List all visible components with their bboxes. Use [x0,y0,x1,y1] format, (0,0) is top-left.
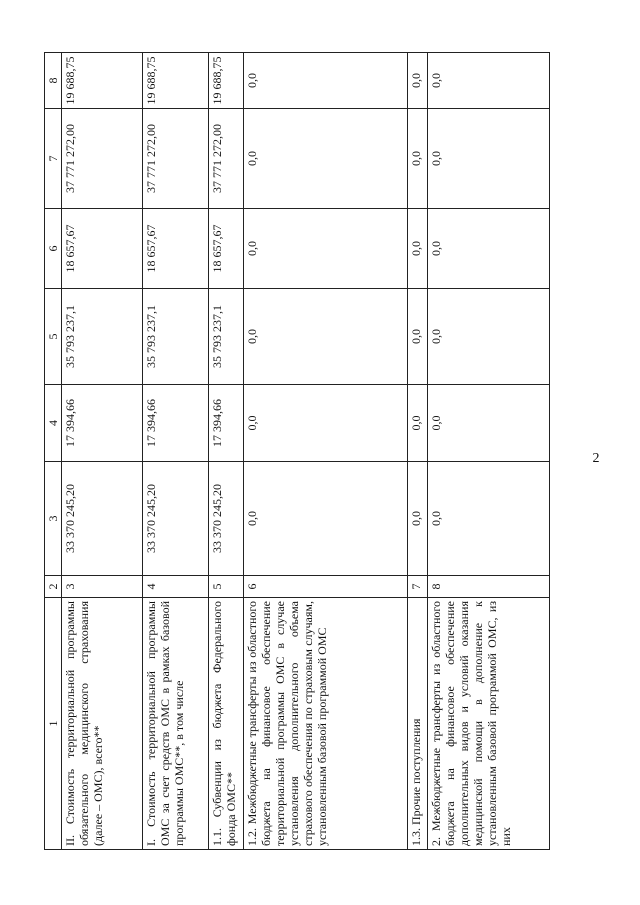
financing-table [44,52,550,850]
cell-value: 0,0 [408,289,428,385]
cell-value: 0,0 [428,109,550,209]
cell-value: 18 657,67 [209,209,244,289]
row-name: I. Стоимость территориальной программы ОМС за счет средств ОМС в рамках базовой программы ОМС**, в том числе [143,598,209,850]
cell-value: 0,0 [244,209,408,289]
cell-value: 0,0 [408,109,428,209]
cell-value: 33 370 245,20 [209,462,244,576]
cell-value: 0,0 [244,385,408,462]
table-row [408,53,428,850]
cell-value: 35 793 237,1 [209,289,244,385]
cell-value: 33 370 245,20 [62,462,143,576]
table-row [244,53,408,850]
row-name: 1.2. Межбюджетные трансферты из областного бюджета на финансовое обеспечение территориальной программы ОМС в случае установления дополнительного объема страхового обеспечения по страховым случаям, установленным базовой программой ОМС [244,598,408,850]
cell-value: 0,0 [408,53,428,109]
cell-value: 0,0 [428,209,550,289]
cell-value: 19 688,75 [62,53,143,109]
cell-value: 17 394,66 [62,385,143,462]
cell-value: 18 657,67 [143,209,209,289]
table-header-row [45,53,62,850]
cell-value: 35 793 237,1 [62,289,143,385]
column-header: 8 [45,53,62,109]
cell-value: 0,0 [244,462,408,576]
cell-value: 0,0 [428,289,550,385]
cell-value: 0,0 [408,385,428,462]
cell-value: 0,0 [428,385,550,462]
column-header: 4 [45,385,62,462]
cell-value: 37 771 272,00 [209,109,244,209]
cell-value: 0,0 [244,289,408,385]
row-code: 7 [408,576,428,598]
column-header: 7 [45,109,62,209]
cell-value: 0,0 [428,462,550,576]
cell-value: 0,0 [244,109,408,209]
table-row [62,53,143,850]
cell-value: 37 771 272,00 [62,109,143,209]
cell-value: 17 394,66 [143,385,209,462]
cell-value: 33 370 245,20 [143,462,209,576]
row-name: 1.3. Прочие поступления [408,598,428,850]
row-code: 8 [428,576,550,598]
row-name: 2. Межбюджетные трансферты из областного бюджета на финансовое обеспечение дополнительных видов и условий оказания медицинской помощи в дополнение к установленным базовой программой ОМС, из них [428,598,550,850]
row-name: II. Стоимость территориальной программы обязательного медицинского страхования (далее – ОМС), всего** [62,598,143,850]
row-code: 4 [143,576,209,598]
table-row [428,53,550,850]
cell-value: 0,0 [244,53,408,109]
row-code: 3 [62,576,143,598]
cell-value: 35 793 237,1 [143,289,209,385]
cell-value: 18 657,67 [62,209,143,289]
table-row [209,53,244,850]
cell-value: 0,0 [408,462,428,576]
column-header: 1 [45,598,62,850]
column-header: 5 [45,289,62,385]
cell-value: 19 688,75 [209,53,244,109]
column-header: 3 [45,462,62,576]
cell-value: 37 771 272,00 [143,109,209,209]
row-code: 6 [244,576,408,598]
page-number: 2 [592,451,600,466]
table-row [143,53,209,850]
cell-value: 17 394,66 [209,385,244,462]
column-header: 2 [45,576,62,598]
row-name: 1.1. Субвенции из бюджета Федерального фонда ОМС** [209,598,244,850]
row-code: 5 [209,576,244,598]
column-header: 6 [45,209,62,289]
cell-value: 0,0 [408,209,428,289]
cell-value: 0,0 [428,53,550,109]
cell-value: 19 688,75 [143,53,209,109]
